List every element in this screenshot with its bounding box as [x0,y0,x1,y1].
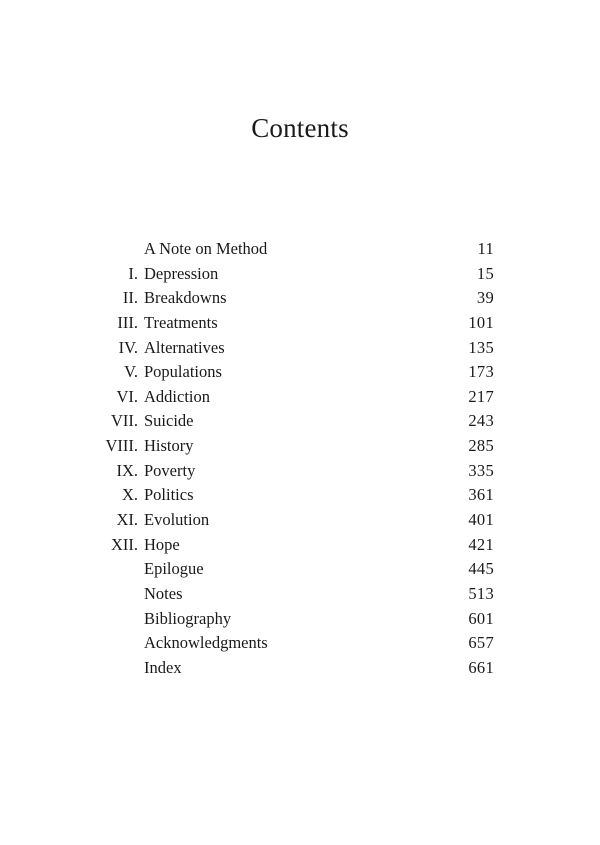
toc-entry-title: Treatments [144,312,218,332]
toc-entry [0,434,600,459]
toc-entry-number: I. [128,263,138,283]
toc-entry-number: IV. [118,337,138,357]
toc-entry-page-number: 513 [468,583,494,603]
toc-entry-title: Alternatives [144,337,225,357]
toc-entry-number: XI. [116,510,138,530]
toc-entry [0,533,600,558]
toc-entry-page-number: 285 [468,436,494,456]
toc-entry-number: IX. [116,460,138,480]
toc-entry [0,262,600,287]
toc-entry [0,286,600,311]
toc-entry [0,237,600,262]
table-of-contents [0,237,600,681]
toc-entry-title: Bibliography [144,608,232,628]
toc-entry-page-number: 445 [468,559,494,579]
toc-entry-number: VII. [110,411,138,431]
toc-entry-page-number: 39 [476,288,494,308]
toc-entry [0,656,600,681]
toc-entry-page-number: 421 [468,534,494,554]
toc-entry-page-number: 173 [468,362,494,382]
toc-entry-title: Addiction [144,386,210,406]
toc-entry [0,631,600,656]
toc-entry-number: X. [121,485,138,505]
toc-entry-title: Politics [144,485,194,505]
toc-entry-title: Epilogue [144,559,204,579]
toc-entry [0,409,600,434]
toc-entry [0,385,600,410]
toc-entry-page-number: 135 [468,337,494,357]
toc-entry-page-number: 15 [476,263,494,283]
toc-entry-number: V. [124,362,138,382]
toc-entry-page-number: 243 [468,411,494,431]
toc-entry [0,483,600,508]
toc-entry-title: Depression [144,263,219,283]
toc-entry-page-number: 661 [468,657,494,677]
toc-entry-title: A Note on Method [144,239,268,258]
toc-entry [0,336,600,361]
toc-entry-number: VI. [116,386,138,406]
toc-entry-title: Suicide [144,411,194,431]
toc-entry-title: Index [144,657,182,677]
toc-entry-page-number: 335 [468,460,494,480]
toc-entry-title: Notes [144,583,183,603]
toc-entry-page-number: 101 [468,312,494,332]
toc-entry-title: History [144,436,194,456]
toc-entry-number: VIII. [105,436,138,456]
toc-entry-number: XII. [110,534,138,554]
toc-entry [0,582,600,607]
toc-entry-title: Hope [144,534,180,554]
toc-entry-page-number: 401 [468,510,494,530]
page-title: Contents [251,113,349,143]
toc-entry-page-number: 11 [477,239,494,258]
toc-entry-title: Poverty [144,460,196,480]
toc-entry-number: II. [122,288,138,308]
toc-entry [0,311,600,336]
toc-entry-title: Populations [144,362,222,382]
toc-entry [0,557,600,582]
toc-entry-page-number: 217 [468,386,494,406]
toc-entry-title: Evolution [144,510,210,530]
toc-entry [0,360,600,385]
toc-entry-title: Acknowledgments [144,633,268,653]
toc-entry-page-number: 657 [468,633,494,653]
toc-entry-page-number: 361 [468,485,494,505]
toc-entry-number: III. [117,312,138,332]
toc-entry [0,459,600,484]
toc-entry-title: Breakdowns [144,288,227,308]
toc-entry [0,607,600,632]
toc-entry-page-number: 601 [468,608,494,628]
toc-entry [0,508,600,533]
